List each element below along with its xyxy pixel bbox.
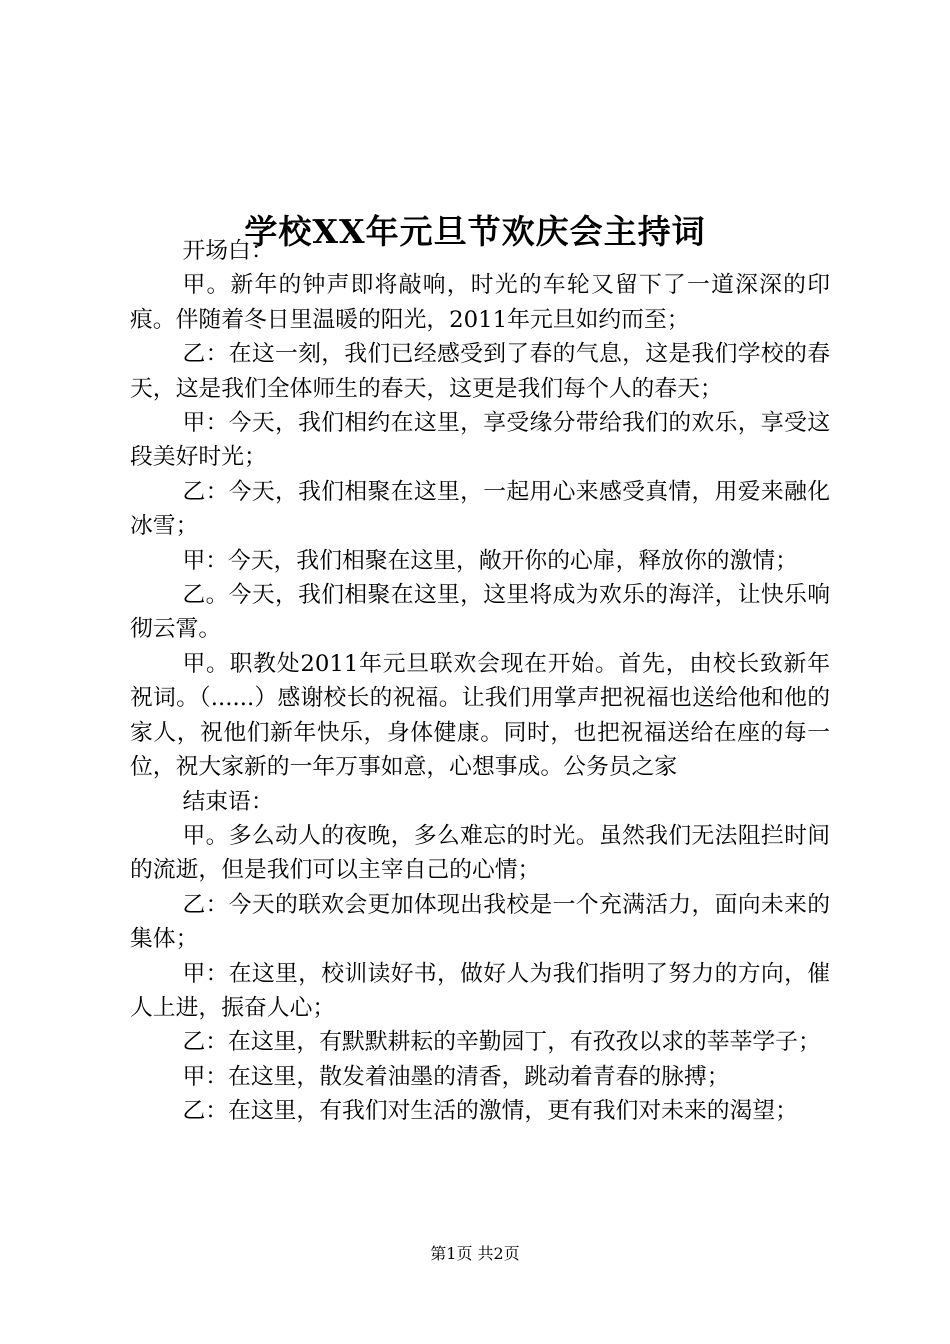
paragraph: 甲：今天，我们相约在这里，享受缘分带给我们的欢乐，享受这段美好时光； bbox=[130, 410, 830, 471]
paragraph: 甲。职教处2011年元旦联欢会现在开始。首先，由校长致新年祝词。（......）感谢校长的祝福。让我们用掌声把祝福也送给他和他的家人，祝他们新年快乐，身体健康。同时，也把祝福送给在座的每一位，祝大家新的一年万事如意，心想事成。公务员之家 bbox=[130, 650, 830, 781]
paragraph: 甲：在这里，散发着油墨的清香，跳动着青春的脉搏； bbox=[182, 1063, 730, 1090]
paragraph: 乙：在这里，有默默耕耘的辛勤园丁，有孜孜以求的莘莘学子； bbox=[182, 1029, 821, 1056]
paragraph: 甲：今天，我们相聚在这里，敞开你的心扉，释放你的激情； bbox=[182, 547, 798, 574]
paragraph: 乙：今天，我们相聚在这里，一起用心来感受真情，用爱来融化冰雪； bbox=[130, 478, 830, 540]
paragraph-opening-label: 开场白： bbox=[182, 238, 274, 264]
document-title: 学校XX年元旦节欢庆会主持词 bbox=[244, 212, 706, 252]
paragraph-closing-label: 结束语： bbox=[182, 788, 274, 815]
paragraph: 乙：在这一刻，我们已经感受到了春的气息，这是我们学校的春天，这是我们全体师生的春天，这更是我们每个人的春天； bbox=[130, 341, 830, 402]
paragraph: 乙：在这里，有我们对生活的激情，更有我们对未来的渴望； bbox=[182, 1098, 798, 1125]
document-body bbox=[130, 234, 830, 1129]
page-footer: 第1页 共2页 bbox=[430, 1244, 520, 1263]
paragraph: 甲。新年的钟声即将敲响，时光的车轮又留下了一道深深的印痕。伴随着冬日里温暖的阳光，2011年元旦如约而至； bbox=[130, 272, 830, 333]
paragraph: 甲。多么动人的夜晚，多么难忘的时光。虽然我们无法阻拦时间的流逝，但是我们可以主宰自己的心情； bbox=[130, 822, 830, 884]
paragraph: 乙：今天的联欢会更加体现出我校是一个充满活力，面向未来的集体； bbox=[130, 891, 830, 953]
paragraph: 乙。今天，我们相聚在这里，这里将成为欢乐的海洋，让快乐响彻云霄。 bbox=[130, 582, 830, 643]
paragraph: 甲：在这里，校训读好书，做好人为我们指明了努力的方向，催人上进，振奋人心； bbox=[130, 960, 830, 1021]
